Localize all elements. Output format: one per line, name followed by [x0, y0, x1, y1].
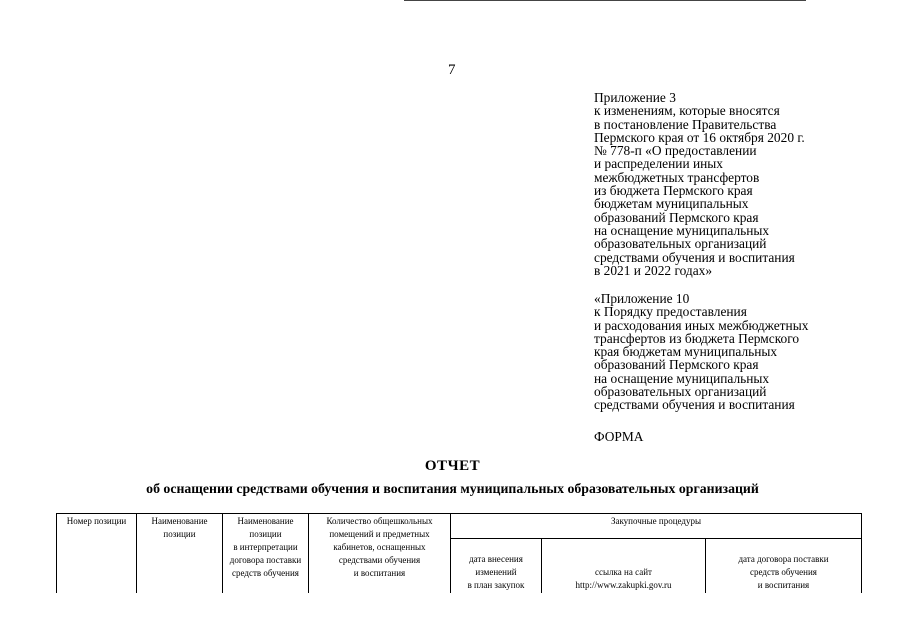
appendix-3-line: межбюджетных трансфертов	[594, 169, 760, 185]
appendix-3-line: в постановление Правительства	[594, 116, 777, 132]
appendix-10-line: образовательных организаций	[594, 384, 767, 400]
appendix-3-line: на оснащение муниципальных	[594, 222, 770, 238]
appendix-3-line: и распределении иных	[594, 156, 723, 172]
appendix-3-line: из бюджета Пермского края	[594, 183, 753, 199]
header-position-number: Номер позиции	[57, 514, 137, 594]
appendix-10-line: и расходования иных межбюджетных	[594, 317, 809, 333]
header-position-name: Наименование позиции	[137, 514, 223, 594]
appendix-10-line: «Приложение 10	[594, 291, 690, 306]
appendix-3-line: Пермского края от 16 октября 2020 г.	[594, 129, 805, 145]
appendix-10-line: средствами обучения и воспитания	[594, 397, 795, 413]
subheader-plan-change-date: дата внесения изменений в план закупок	[451, 539, 542, 594]
appendix-10-line: на оснащение муниципальных	[594, 370, 770, 386]
appendix-3-line: к изменениям, которые вносятся	[594, 103, 780, 119]
appendix-3-line: № 778-п «О предоставлении	[594, 143, 757, 159]
appendix-3-line: в 2021 и 2022 годах»	[594, 262, 713, 278]
appendix-10-line: к Порядку предоставления	[594, 304, 747, 320]
appendix-3-block	[594, 91, 805, 277]
subheader-contract-date: дата договора поставки средств обучения и воспитания	[706, 539, 862, 594]
appendix-10-line: края бюджетам муниципальных	[594, 344, 778, 360]
appendix-10-line: трансфертов из бюджета Пермского	[594, 330, 800, 346]
header-procurement: Закупочные процедуры	[451, 514, 862, 539]
report-title: ОТЧЕТ	[424, 458, 481, 474]
form-label: ФОРМА	[594, 429, 644, 444]
report-subtitle: об оснащении средствами обучения и воспитания муниципальных образовательных организаций	[146, 481, 759, 496]
table-header-row	[57, 514, 862, 539]
header-classrooms-count: Количество общешкольных помещений и предметных кабинетов, оснащенных средствами обучения и воспитания	[309, 514, 451, 594]
appendix-10-line: образований Пермского края	[594, 357, 759, 373]
subheader-site-link: ссылка на сайт http://www.zakupki.gov.ru	[542, 539, 706, 594]
report-table	[56, 513, 862, 593]
appendix-3-line: средствами обучения и воспитания	[594, 249, 795, 265]
appendix-3-line: бюджетам муниципальных	[594, 196, 749, 212]
page-number: 7	[448, 62, 456, 78]
header-position-name-contract: Наименование позиции в интерпретации договора поставки средств обучения	[223, 514, 309, 594]
appendix-3-line: Приложение 3	[594, 90, 676, 105]
appendix-3-line: образований Пермского края	[594, 209, 759, 225]
top-rule	[404, 0, 806, 1]
appendix-3-line: образовательных организаций	[594, 236, 767, 252]
appendix-10-block	[594, 292, 808, 412]
